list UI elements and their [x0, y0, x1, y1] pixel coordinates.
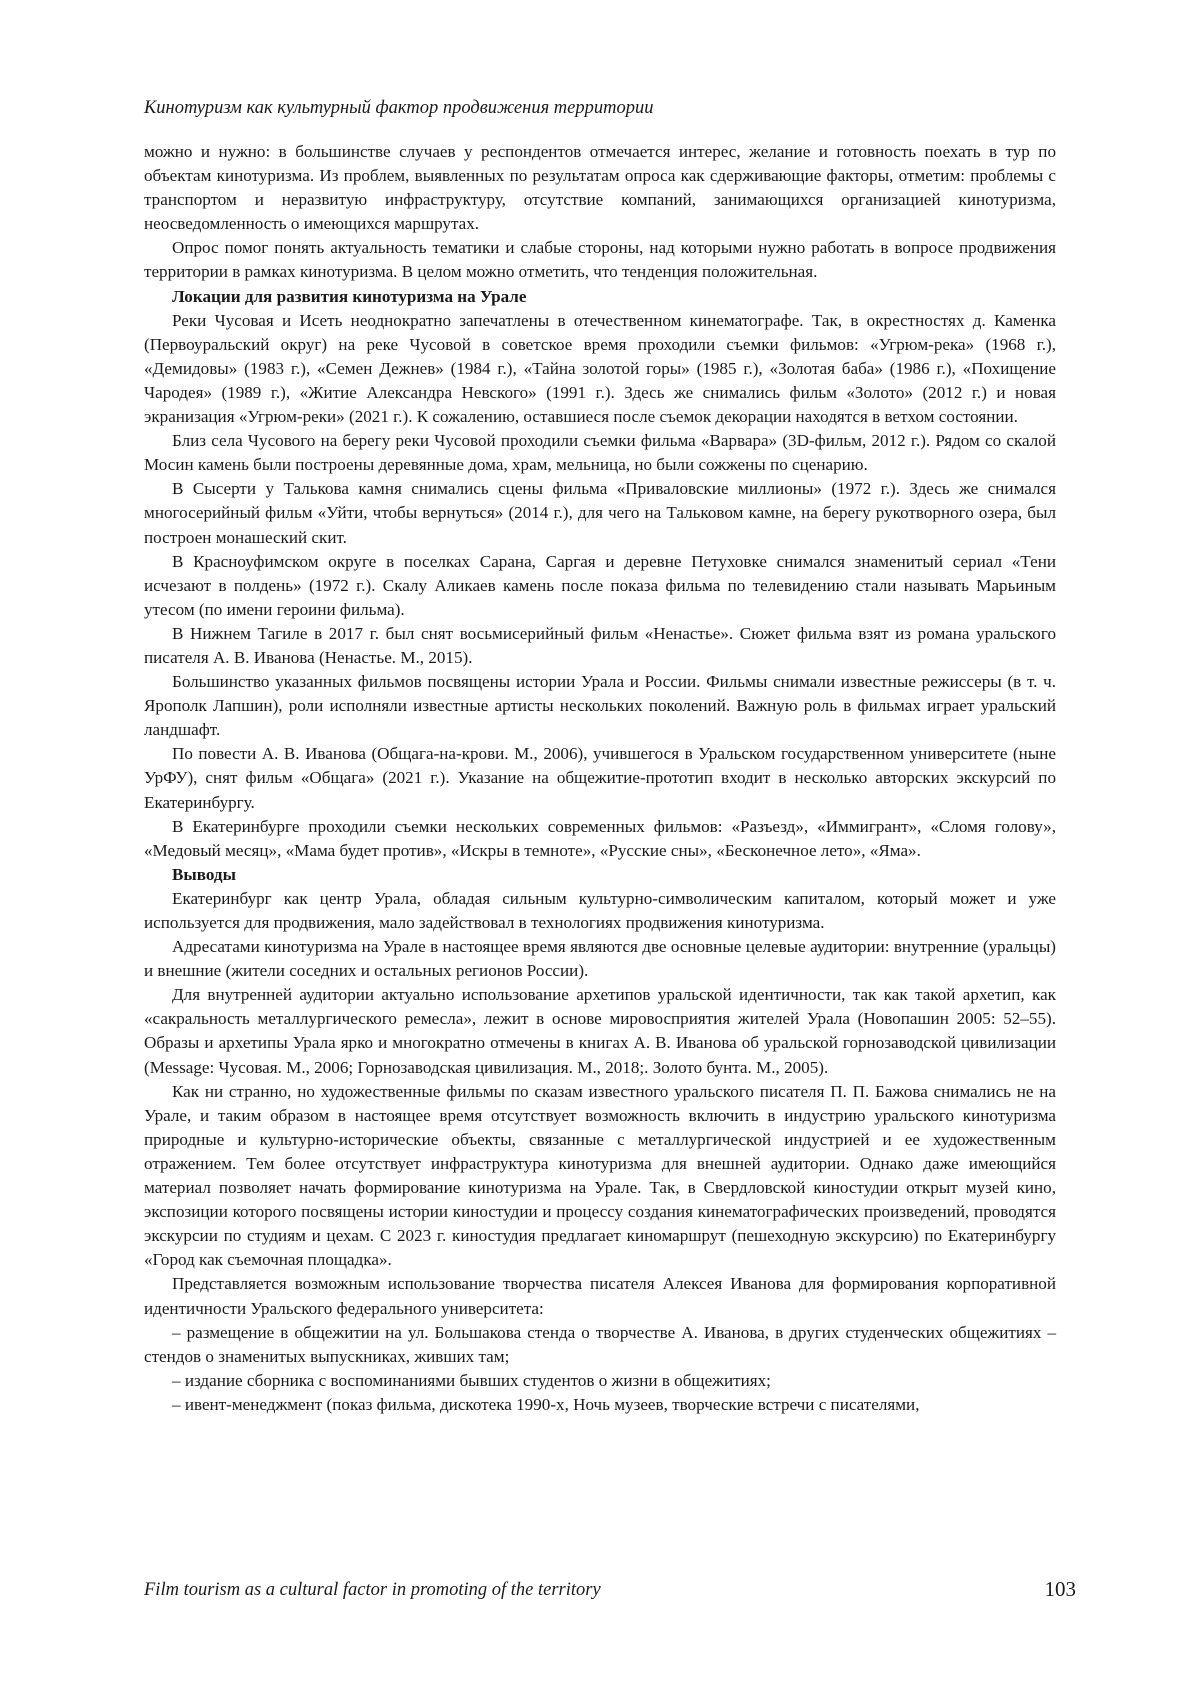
- paragraph: Екатеринбург как центр Урала, обладая сильным культурно-символическим капиталом, который может и уже используется для продвижения, мало задействовал в технологиях продвижения кинотуризма.: [144, 888, 1056, 932]
- list-item: – размещение в общежитии на ул. Большакова стенда о творчестве А. Иванова, в других студенческих общежитиях – стендов о знаменитых выпускниках, живших там;: [144, 1322, 1056, 1366]
- paragraph: В Сысерти у Талькова камня снимались сцены фильма «Приваловские миллионы» (1972 г.). Здесь же снимался многосерийный фильм «Уйти, чтобы вернуться» (2014 г.), для чего на Тальковом камне, на берегу рукотворного озера, был построен монашеский скит.: [144, 479, 1056, 547]
- paragraph: Реки Чусовая и Исеть неоднократно запечатлены в отечественном кинематографе. Так, в окрестностях д. Каменка (Первоуральский округ) на реке Чусовой в советское время проходили съемки фильмов: «Угрюм-река» (1968 г.), «Демидовы» (1983 г.), «Семен Дежнев» (1984 г.), «Тайна золотой горы» (1985 г.), «Золотая баба» (1986 г.), «Похищение Чародея» (1989 г.), «Житие Александра Невского» (1991 г.). Здесь же снимались фильм «Золото» (2012 г.) и новая экранизация «Угрюм-реки» (2021 г.). К сожалению, оставшиеся после съемок декорации находятся в ветхом состоянии.: [144, 310, 1056, 427]
- list-item: – издание сборника с воспоминаниями бывших студентов о жизни в общежитиях;: [172, 1370, 771, 1390]
- section-heading-locations: Локации для развития кинотуризма на Урале: [172, 286, 527, 306]
- paragraph: По повести А. В. Иванова (Общага-на-крови. М., 2006), учившегося в Уральском государственном университете (ныне УрФУ), снят фильм «Общага» (2021 г.). Указание на общежитие-прототип входит в несколько авторских экскурсий по Екатеринбургу.: [144, 744, 1056, 812]
- section-heading-conclusions: Выводы: [172, 864, 236, 884]
- running-header: Кинотуризм как культурный фактор продвижения территории: [144, 98, 654, 118]
- paragraph: Опрос помог понять актуальность тематики и слабые стороны, над которыми нужно работать в вопросе продвижения территории в рамках кинотуризма. В целом можно отметить, что тенденция положительная.: [144, 238, 1056, 282]
- paragraph: Представляется возможным использование творчества писателя Алексея Иванова для формирования корпоративной идентичности Уральского федерального университета:: [144, 1274, 1056, 1318]
- paragraph: Большинство указанных фильмов посвящены истории Урала и России. Фильмы снимали известные режиссеры (в т. ч. Ярополк Лапшин), роли исполняли известные артисты нескольких поколений. Важную роль в фильмах играет уральский ландшафт.: [144, 672, 1056, 740]
- paragraph: Близ села Чусового на берегу реки Чусовой проходили съемки фильма «Варвара» (3D-фильм, 2012 г.). Рядом со скалой Мосин камень были построены деревянные дома, храм, мельница, но были сожжены по сценарию.: [144, 431, 1056, 475]
- paragraph: В Красноуфимском округе в поселках Сарана, Саргая и деревне Петуховке снимался знаменитый сериал «Тени исчезают в полдень» (1972 г.). Скалу Аликаев камень после показа фильма по телевидению стали называть Марьиным утесом (по имени героини фильма).: [144, 551, 1056, 619]
- paragraph: В Нижнем Тагиле в 2017 г. был снят восьмисерийный фильм «Ненастье». Сюжет фильма взят из романа уральского писателя А. В. Иванова (Ненастье. М., 2015).: [144, 623, 1056, 667]
- list-item: – ивент-менеджмент (показ фильма, дискотека 1990-х, Ночь музеев, творческие встречи с писателями,: [172, 1394, 920, 1414]
- paragraph: Как ни странно, но художественные фильмы по сказам известного уральского писателя П. П. Бажова снимались не на Урале, и таким образом в настоящее время отсутствует возможность включить в индустрию уральского кинотуризма природные и культурно-исторические объекты, связанные с металлургической индустрией и ее художественным отражением. Тем более отсутствует инфраструктура кинотуризма для внешней аудитории. Однако даже имеющийся материал позволяет начать формирование кинотуризма на Урале. Так, в Свердловской киностудии открыт музей кино, экспозиции которого посвящены истории киностудии и процессу создания кинематографических произведений, проводятся экскурсии по студиям и цехам. С 2023 г. киностудия предлагает киномаршрут (пешеходную экскурсию) по Екатеринбургу «Город как съемочная площадка».: [144, 1081, 1056, 1270]
- paragraph: Для внутренней аудитории актуально использование архетипов уральской идентичности, так как такой архетип, как «сакральность металлургического ремесла», лежит в основе мировосприятия жителей Урала (Новопашин 2005: 52–55). Образы и архетипы Урала ярко и многократно отмечены в книгах А. В. Иванова об уральской горнозаводской цивилизации (Message: Чусовая. М., 2006; Горнозаводская цивилизация. М., 2018;. Золото бунта. М., 2005).: [144, 985, 1056, 1077]
- paragraph: В Екатеринбурге проходили съемки нескольких современных фильмов: «Разъезд», «Иммигрант», «Сломя голову», «Медовый месяц», «Мама будет против», «Искры в темноте», «Русские сны», «Бесконечное лето», «Яма».: [144, 816, 1056, 860]
- page-number: 103: [1044, 1577, 1076, 1601]
- paragraph: можно и нужно: в большинстве случаев у респондентов отмечается интерес, желание и готовность поехать в тур по объектам кинотуризма. Из проблем, выявленных по результатам опроса как сдерживающие факторы, отметим: проблемы с транспортом и неразвитую инфраструктуру, отсутствие компаний, занимающихся организацией кинотуризма, неосведомленность о имеющихся маршрутах.: [144, 142, 1056, 234]
- running-footer: Film tourism as a cultural factor in promoting of the territory: [144, 1580, 601, 1600]
- paragraph: Адресатами кинотуризма на Урале в настоящее время являются две основные целевые аудитории: внутренние (уральцы) и внешние (жители соседних и остальных регионов России).: [144, 937, 1056, 981]
- article-body: [144, 140, 1056, 1417]
